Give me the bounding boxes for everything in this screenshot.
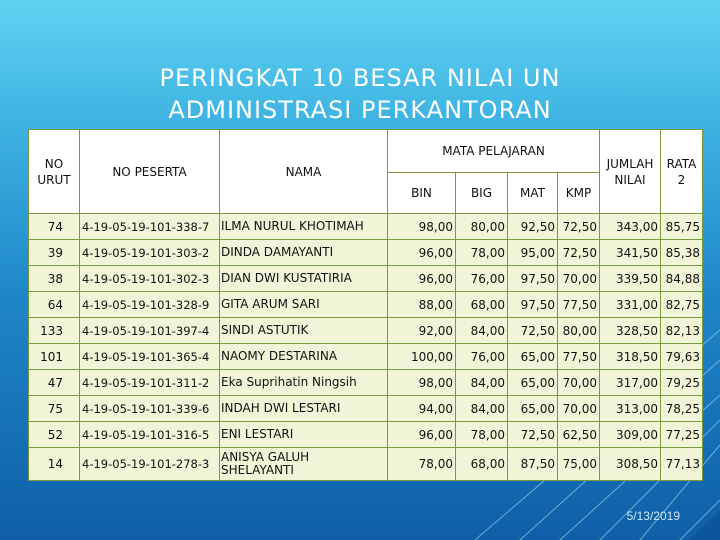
table-row (29, 448, 703, 481)
cell-bin: 96,00 (388, 266, 456, 292)
cell-big: 68,00 (456, 292, 508, 318)
cell-kmp: 75,00 (558, 448, 600, 481)
cell-no-urut: 52 (29, 422, 80, 448)
table-row (29, 292, 703, 318)
table-row (29, 344, 703, 370)
cell-nama: Eka Suprihatin Ningsih (220, 370, 388, 396)
cell-mat: 65,00 (508, 396, 558, 422)
cell-mat: 65,00 (508, 370, 558, 396)
cell-kmp: 70,00 (558, 266, 600, 292)
cell-bin: 98,00 (388, 214, 456, 240)
cell-mat: 95,00 (508, 240, 558, 266)
cell-jumlah: 313,00 (600, 396, 661, 422)
cell-nama: SINDI ASTUTIK (220, 318, 388, 344)
header-big: BIG (456, 173, 508, 214)
cell-bin: 88,00 (388, 292, 456, 318)
header-jumlah-nilai: JUMLAH NILAI (600, 130, 661, 214)
cell-rata: 77,13 (661, 448, 703, 481)
cell-nama: GITA ARUM SARI (220, 292, 388, 318)
cell-no-peserta: 4-19-05-19-101-302-3 (80, 266, 220, 292)
cell-no-peserta: 4-19-05-19-101-397-4 (80, 318, 220, 344)
cell-kmp: 62,50 (558, 422, 600, 448)
cell-rata: 85,75 (661, 214, 703, 240)
cell-big: 84,00 (456, 370, 508, 396)
cell-no-urut: 64 (29, 292, 80, 318)
cell-big: 80,00 (456, 214, 508, 240)
table-row (29, 266, 703, 292)
cell-rata: 85,38 (661, 240, 703, 266)
cell-mat: 97,50 (508, 292, 558, 318)
header-no-peserta: NO PESERTA (80, 130, 220, 214)
cell-bin: 96,00 (388, 240, 456, 266)
cell-no-urut: 101 (29, 344, 80, 370)
cell-no-urut: 74 (29, 214, 80, 240)
cell-jumlah: 328,50 (600, 318, 661, 344)
header-rata2: RATA 2 (661, 130, 703, 214)
cell-bin: 92,00 (388, 318, 456, 344)
cell-kmp: 80,00 (558, 318, 600, 344)
cell-no-urut: 75 (29, 396, 80, 422)
cell-kmp: 72,50 (558, 240, 600, 266)
cell-kmp: 77,50 (558, 292, 600, 318)
cell-no-peserta: 4-19-05-19-101-328-9 (80, 292, 220, 318)
cell-nama: DIAN DWI KUSTATIRIA (220, 266, 388, 292)
cell-rata: 79,63 (661, 344, 703, 370)
header-nama: NAMA (220, 130, 388, 214)
cell-no-peserta: 4-19-05-19-101-339-6 (80, 396, 220, 422)
cell-no-peserta: 4-19-05-19-101-311-2 (80, 370, 220, 396)
cell-bin: 98,00 (388, 370, 456, 396)
cell-no-urut: 38 (29, 266, 80, 292)
header-bin: BIN (388, 173, 456, 214)
cell-kmp: 70,00 (558, 396, 600, 422)
cell-jumlah: 308,50 (600, 448, 661, 481)
title-line-1: PERINGKAT 10 BESAR NILAI UN (159, 64, 561, 92)
cell-bin: 96,00 (388, 422, 456, 448)
cell-bin: 100,00 (388, 344, 456, 370)
cell-big: 78,00 (456, 422, 508, 448)
cell-no-peserta: 4-19-05-19-101-278-3 (80, 448, 220, 481)
cell-big: 68,00 (456, 448, 508, 481)
cell-big: 78,00 (456, 240, 508, 266)
cell-jumlah: 341,50 (600, 240, 661, 266)
cell-mat: 72,50 (508, 318, 558, 344)
cell-no-urut: 133 (29, 318, 80, 344)
cell-no-urut: 47 (29, 370, 80, 396)
cell-mat: 97,50 (508, 266, 558, 292)
cell-bin: 94,00 (388, 396, 456, 422)
cell-big: 76,00 (456, 266, 508, 292)
header-no-urut: NO URUT (29, 130, 80, 214)
cell-nama: ENI LESTARI (220, 422, 388, 448)
cell-rata: 84,88 (661, 266, 703, 292)
cell-no-peserta: 4-19-05-19-101-338-7 (80, 214, 220, 240)
header-mat: MAT (508, 173, 558, 214)
cell-big: 84,00 (456, 318, 508, 344)
cell-big: 76,00 (456, 344, 508, 370)
cell-jumlah: 318,50 (600, 344, 661, 370)
table-row (29, 396, 703, 422)
cell-no-peserta: 4-19-05-19-101-303-2 (80, 240, 220, 266)
table-row (29, 370, 703, 396)
table-row (29, 318, 703, 344)
cell-no-peserta: 4-19-05-19-101-365-4 (80, 344, 220, 370)
cell-mat: 65,00 (508, 344, 558, 370)
cell-nama: ANISYA GALUH SHELAYANTI (220, 448, 388, 481)
cell-jumlah: 339,50 (600, 266, 661, 292)
header-mata-pelajaran: MATA PELAJARAN (388, 130, 600, 173)
cell-nama: INDAH DWI LESTARI (220, 396, 388, 422)
cell-mat: 92,50 (508, 214, 558, 240)
slide-date: 5/13/2019 (626, 509, 680, 523)
cell-kmp: 70,00 (558, 370, 600, 396)
page-title (0, 62, 720, 126)
cell-nama: DINDA DAMAYANTI (220, 240, 388, 266)
cell-jumlah: 317,00 (600, 370, 661, 396)
cell-jumlah: 331,00 (600, 292, 661, 318)
table-row (29, 214, 703, 240)
cell-rata: 78,25 (661, 396, 703, 422)
cell-jumlah: 309,00 (600, 422, 661, 448)
table-row (29, 422, 703, 448)
cell-kmp: 72,50 (558, 214, 600, 240)
table-row (29, 240, 703, 266)
cell-no-urut: 39 (29, 240, 80, 266)
cell-rata: 77,25 (661, 422, 703, 448)
cell-big: 84,00 (456, 396, 508, 422)
cell-mat: 72,50 (508, 422, 558, 448)
cell-kmp: 77,50 (558, 344, 600, 370)
cell-rata: 79,25 (661, 370, 703, 396)
header-kmp: KMP (558, 173, 600, 214)
cell-no-urut: 14 (29, 448, 80, 481)
cell-rata: 82,13 (661, 318, 703, 344)
cell-no-peserta: 4-19-05-19-101-316-5 (80, 422, 220, 448)
cell-mat: 87,50 (508, 448, 558, 481)
cell-nama: ILMA NURUL KHOTIMAH (220, 214, 388, 240)
cell-jumlah: 343,00 (600, 214, 661, 240)
title-line-2: ADMINISTRASI PERKANTORAN (168, 96, 552, 124)
cell-nama: NAOMY DESTARINA (220, 344, 388, 370)
cell-bin: 78,00 (388, 448, 456, 481)
ranking-table (28, 129, 703, 481)
cell-rata: 82,75 (661, 292, 703, 318)
